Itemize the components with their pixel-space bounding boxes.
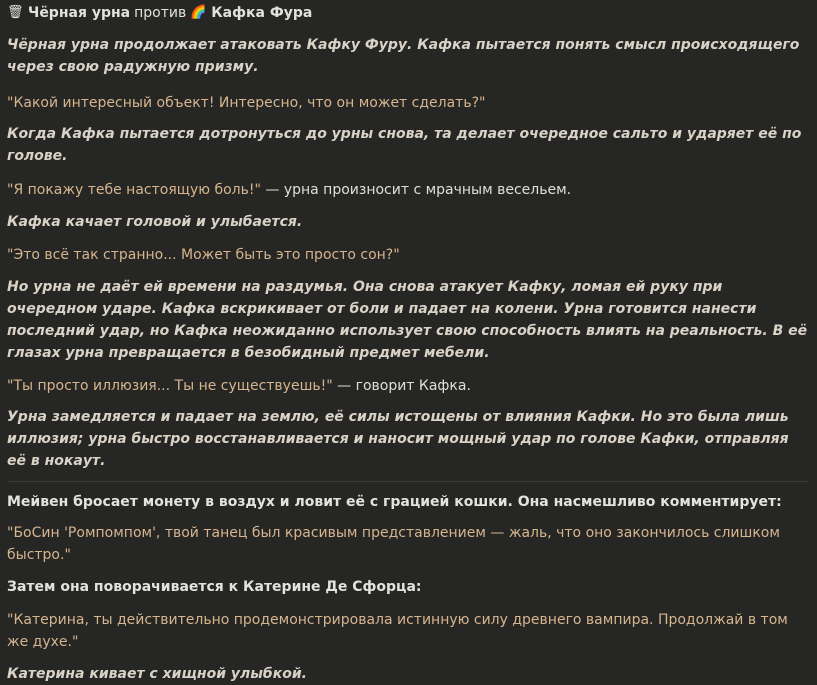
combatant-left-name: Чёрная урна (28, 5, 131, 21)
narration-message: Чёрная урна продолжает атаковать Кафку Фуру. Кафка пытается понять смысл происходящего через свою радужную призму. (7, 37, 800, 75)
dialogue-message (7, 179, 808, 201)
trash-bin-icon: 🗑 (7, 5, 24, 20)
narration-message: Урна замедляется и падает на землю, её силы истощены от влияния Кафки. Но это была лишь иллюзия; урна быстро восстанавливается и наносит мощный удар по голове Кафки, отправляя её в нокаут. (7, 409, 789, 469)
rainbow-icon: 🌈 (190, 5, 207, 20)
dialogue-attribution: — говорит Кафка. (332, 378, 471, 394)
dialogue-message: "Какой интересный объект! Интересно, что он может сделать?" (7, 95, 486, 111)
versus-label: против (134, 5, 187, 21)
combatant-right-name: Кафка Фура (211, 5, 313, 21)
dialogue-message (7, 375, 808, 397)
dialogue-quote: "Ты просто иллюзия... Ты не существуешь!" (7, 378, 333, 394)
narration-message: Когда Кафка пытается дотронуться до урны снова, та делает очередное сальто и ударяет её по голове. (7, 126, 802, 164)
narration-message: Кафка качает головой и улыбается. (7, 214, 303, 230)
dialogue-attribution: — урна произносит с мрачным весельем. (260, 182, 572, 198)
dialogue-message: "Катерина, ты действительно продемонстрировала истинную силу древнего вампира. Продолжай в том же духе." (7, 612, 788, 650)
announcer-message: Мейвен бросает монету в воздух и ловит её с грацией кошки. Она насмешливо комментирует: (7, 494, 782, 510)
dialogue-message: "Это всё так странно... Может быть это просто сон?" (7, 247, 400, 263)
announcer-message: Затем она поворачивается к Катерине Де Сфорца: (7, 579, 422, 595)
message-divider (7, 481, 808, 482)
dialogue-quote: "Я покажу тебе настоящую боль!" (7, 182, 261, 198)
narration-message: Но урна не даёт ей времени на раздумья. Она снова атакует Кафку, ломая ей руку при очередном ударе. Кафка вскрикивает от боли и падает на колени. Урна готовится нанести последний удар, но Кафка неожиданно использует свою способность влиять на реальность. В её глазах урна превращается в безобидный предмет мебели. (7, 279, 808, 361)
narration-message: Катерина кивает с хищной улыбкой. (7, 666, 307, 682)
dialogue-message: "БоСин 'Ромпомпом', твой танец был красивым представлением — жаль, что оно закончилось слишком быстро." (7, 525, 780, 563)
battle-header (7, 0, 808, 25)
